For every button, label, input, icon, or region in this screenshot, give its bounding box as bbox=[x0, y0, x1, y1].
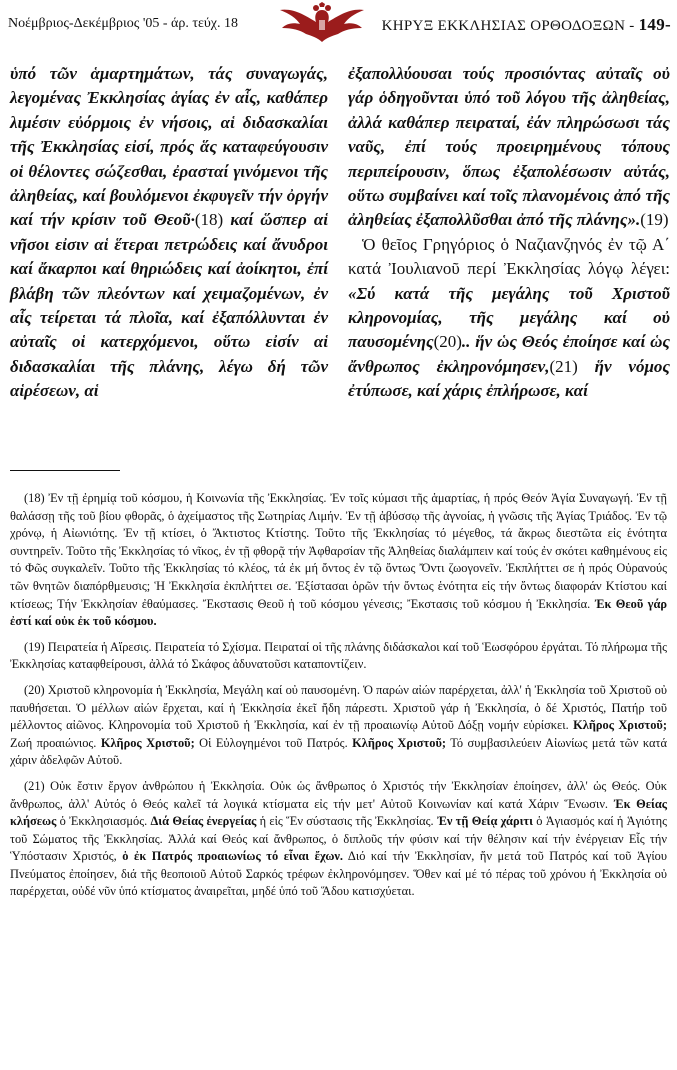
footnote-ref-18: (18) bbox=[194, 210, 224, 230]
right-column bbox=[348, 62, 670, 404]
footnote-20: (20) Χριστοῦ κληρονομία ἡ Ἐκκλησία, Μεγάλη καί οὐ παυσομένη. Ὁ παρών αἰών παρέρχεται, ἀλλ' ἡ Ἐκκλησία τοῦ Χριστοῦ οὐ παυθήσεται. Ὁ μέλλων αἰών ἔρχεται, καί ἡ Ἐκκλησία ἐκεῖ ἤδη πάρεστι. Χριστοῦ γάρ ἡ Ἐκκλησία, ὁ δέ Χριστός, Πατήρ τοῦ μέλλοντος αἰῶνος. Κληρονομία τοῦ Χριστοῦ ἡ Ἐκκλησία, καί ἐν τῇ προαιωνίῳ Αὐτοῦ Δόξῃ νομήν εὑρίσκει. Κλῆρος Χριστοῦ; Ζωή προαιώνιος. Κλῆρος Χριστοῦ; Οἱ Εὐλογημένοι τοῦ Πατρός. Κλῆρος Χριστοῦ; Τό συμβασιλεύειν Αἰωνίως μετά τῶν κατά χάριν ἀδελφῶν Αὐτοῦ. bbox=[10, 682, 667, 768]
double-headed-eagle-icon bbox=[276, 2, 368, 44]
right-paragraph-1: ἐξαπολλύουσαι τούς προσιόντας αὐταῖς οὐ γάρ ὁδηγοῦνται ὑπό τοῦ λόγου τῆς ἀληθείας, ἀλλά καθάπερ πειραταί, ἐάν πληρώσωσι τάς ναῦς, ἐπί τούς προειρημένους τόπους περιπείρουσιν, ὅπως ἐξαπολέσωσιν αὐτάς, οὕτω συμβαίνει καί τοῖς πλανομένοις ἀπό τῆς ἀληθείας ἐξαπολλῦσθαι ἀπό τῆς πλάνης».(19) bbox=[348, 64, 670, 230]
page-number: 149- bbox=[638, 15, 671, 34]
left-paragraph: ὑπό τῶν ἁμαρτημάτων, τάς συναγωγάς, λεγομένας Ἐκκλησίας ἁγίας ἐν αἷς, καθάπερ λιμέσιν εὐόρμοις ἐν νήσοις, αἱ διδασκαλίαι τῆς Ἐκκλησίας εἰσί, πρός ἅς καταφεύγουσιν οἱ θέλοντες σώζεσθαι, ἐρασταί γινόμενοι τῆς ἀληθείας, καί βουλόμενοι ἐκφυγεῖν τήν ὀργήν καί τήν κρίσιν τοῦ Θεοῦ·(18) καί ὥσπερ αἱ νῆσοι εἰσιν αἱ ἕτεραι πετρώδεις καί ἄνυδροι καί ἄκαρποι καί θηριώδεις καί ἀοίκητοι, ἐπί βλάβη τῶν πλεόντων καί χειμαζομένων, ἐν αἷς τείρεται τά πλοῖα, καί ἐξαπόλλυνται ἐν αὐταῖς οἱ κατερχόμενοι, οὕτω εἰσίν αἱ διδασκαλίαι τῆς πλάνης, λέγω δή τῶν αἱρέσεων, αἱ bbox=[10, 64, 329, 401]
issue-info: Νοέμβριος-Δεκέμβριος '05 - άρ. τεύχ. 18 bbox=[8, 16, 238, 31]
footnote-18: (18) Ἐν τῇ ἐρημίᾳ τοῦ κόσμου, ἡ Κοινωνία τῆς Ἐκκλησίας. Ἐν τοῖς κύμασι τῆς ἁμαρτίας, ἡ πρός Θεόν Ἁγία Συναγωγή. Ἐν τῇ θαλάσσῃ τῆς τοῦ βίου φθορᾶς, ὁ ἀχείμαστος τῆς Σωτηρίας Λιμήν. Ἐν τῇ ἀβύσσῳ τῆς ἀγνοίας, ἡ γνῶσις τῆς Ἁγίας Τριάδος. Ἐν τῷ χρόνῳ, ἡ Αἰωνιότης. Ἐν τῇ κτίσει, ὁ Ἄκτιστος Κτίστης. Τοῦτο τῆς Ἐκκλησίας τό μέγεθος, τά ἄκρως διεστῶτα εἰς ἑνότητα συντηρεῖν. Τοῦτο τῆς Ἐκκλησίας τό νῖκος, ἐν τῇ φθορᾷ τήν Ἀφθαρσίαν τῆς Ἀληθείας διαλάμπειν καί τούς ἐν σκότει καθημένους εἰς τό Φῶς συγκαλεῖν. Τοῦτο τῆς Ἐκκλησίας τό κλέος, τά ἐκ μή ὄντος ἐν τῷ ὄντως Ὄντι ζωογονεῖν. Ἐκπλήττει σε ἡ πρός Οὐρανούς τῶν θνητῶν διαπόρθμευσις; Ἡ Ἐκκλησία ἐκπλήττει σε. Ἐξίστασαι ὁρῶν τήν ὄντως ἑνότητα εἰς τήν ὄντως διαφοράν Κτίστου καί κτίσεως; Τήν Ἐκκλησίαν ἐθαύμασες. Ἔκστασις Θεοῦ ἡ τοῦ κόσμου γένεσις; Ἔκστασις τοῦ κόσμου ἡ Ἐκκλησία. Ἐκ Θεοῦ γάρ ἐστί καί οὐκ ἐκ τοῦ κόσμου. bbox=[10, 491, 668, 629]
page-header bbox=[8, 2, 671, 42]
footnote-divider bbox=[10, 470, 120, 471]
footnote-19: (19) Πειρατεία ἡ Αἵρεσις. Πειρατεία τό Σχίσμα. Πειραταί οἱ τῆς πλάνης διδάσκαλοι καί τοῦ Ἑωσφόρου ἐργάται. Τό πλήρωμα τῆς Ἐκκλησίας καταφθείρουσι, ἀλλά τό Σκάφος ἀδυνατοῦσι καταποντίζειν. bbox=[10, 639, 667, 672]
footnotes bbox=[10, 490, 667, 909]
right-paragraph-2: Ὁ θεῖος Γρηγόριος ὁ Ναζιανζηνός ἐν τῷ Α΄ κατά Ἰουλιανοῦ περί Ἐκκλησίας λόγῳ λέγει: «Σύ κατά τῆς μεγάλης τοῦ Χριστοῦ κληρονομίας, τῆς μεγάλης καί οὐ παυσομένης(20).. ἥν ὡς Θεός ἐποίησε καί ὡς ἄνθρωπος ἐκληρονόμησεν,(21) ἥν νόμος ἐτύπωσε, καί χάρις ἐπλήρωσε, καί bbox=[348, 234, 670, 401]
left-column bbox=[10, 62, 328, 404]
footnote-ref-19: (19) bbox=[640, 210, 669, 230]
journal-title: ΚΗΡΥΞ ΕΚΚΛΗΣΙΑΣ ΟΡΘΟΔΟΞΩΝ - 149- bbox=[381, 15, 671, 34]
footnote-ref-21: (21) bbox=[549, 356, 578, 376]
footnote-ref-20: (20) bbox=[433, 332, 462, 352]
footnote-21: (21) Οὐκ ἔστιν ἔργον ἀνθρώπου ἡ Ἐκκλησία. Οὐκ ὡς ἄνθρωπος ὁ Χριστός τήν Ἐκκλησίαν ἐποίησεν, ἀλλ' ὡς Θεός. Οὐκ ἄνθρωπος, ἀλλ' Αὐτός ὁ Θεός καλεῖ τά λογικά κτίσματα εἰς τήν μετ' Αὐτοῦ Κοινωνίαν καί κατά Χάριν Ἕνωσιν. Ἐκ Θείας κλήσεως ὁ Ἐκκλησιασμός. Διά Θείας ἐνεργείας ἡ εἰς Ἕν σύστασις τῆς Ἐκκλησίας. Ἐν τῇ Θείᾳ χάριτι ὁ Ἁγιασμός καί ἡ Ἁγιότης τοῦ Σώματος τῆς Ἐκκλησίας. Ἀλλά καί Θεός καί ἄνθρωπος, ὁ διπλοῦς τήν φύσιν καί τήν θέλησιν καί τήν ἐνέργειαν Εἷς τήν Ὑπόστασιν Χριστός, ὁ ἐκ Πατρός προαιωνίως τό εἶναι ἔχων. Διό καί τήν Ἐκκλησίαν, ἥν μετά τοῦ Πατρός καί τοῦ Ἁγίου Πνεύματος ἐποίησεν, διά τῆς θεοποιοῦ Αὐτοῦ Σαρκός τρέφων ἐκληρονόμησεν. Ὅθεν καί μέ τό πέρας τοῦ χρόνου ἡ Ἐκκλησία οὐ παρέρχεται, οὐδέ νῦν ὑπό κτίσματος ἀναιρεῖται, μηδέ ὑπό τοῦ Ἅδου κατισχύεται. bbox=[10, 778, 668, 899]
